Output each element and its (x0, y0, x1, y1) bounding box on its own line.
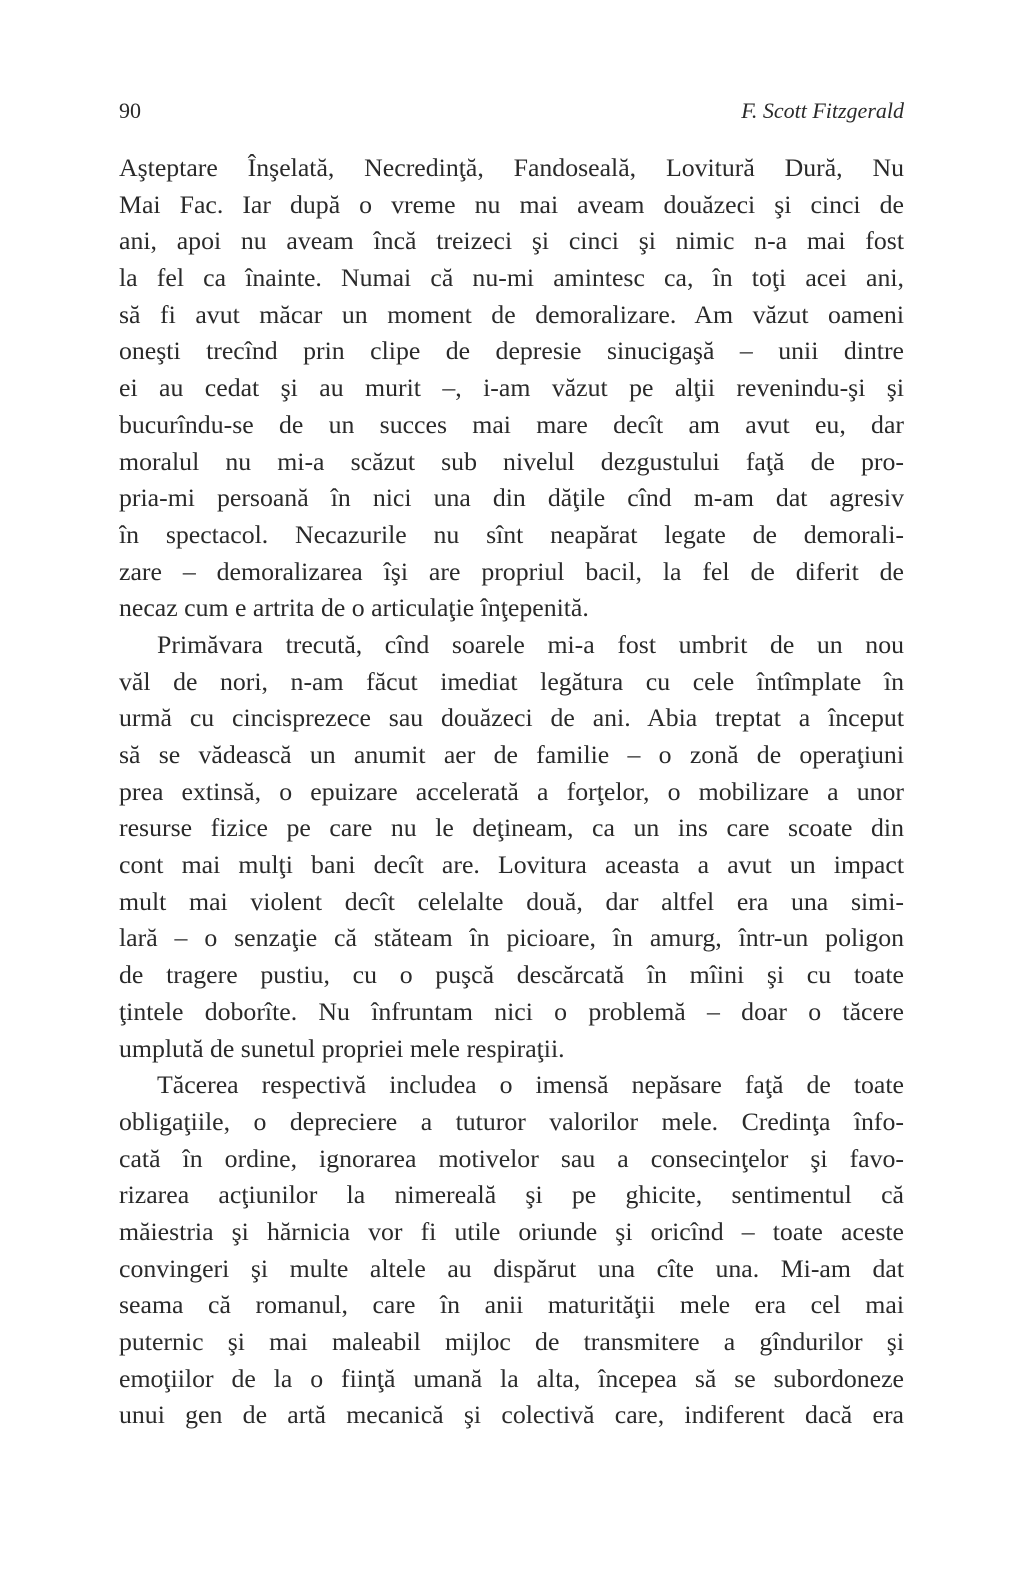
book-page (119, 0, 904, 1575)
text-line: zare – demoralizarea îşi are propriul bacil, la fel de diferit de (119, 556, 904, 586)
text-line: necaz cum e artrita de o articulaţie înţepenită. (119, 593, 589, 623)
text-line: emoţiilor de la o fiinţă umană la alta, începea să se subordoneze (119, 1363, 904, 1393)
running-header (119, 96, 904, 126)
paragraph-1 (119, 150, 904, 627)
paragraph-2 (119, 627, 904, 1067)
text-line: puternic şi mai maleabil mijloc de transmitere a gîndurilor şi (119, 1327, 904, 1356)
text-line: moralul nu mi-a scăzut sub nivelul dezgustului faţă de pro- (119, 446, 904, 476)
text-line: seama că romanul, care în anii maturităţii mele era cel mai (119, 1290, 904, 1320)
text-line: resurse fizice pe care nu le deţineam, ca un ins care scoate din (119, 813, 904, 843)
text-line: convingeri şi multe altele au dispărut una cîte una. Mi-am dat (119, 1253, 904, 1283)
paragraph-3 (119, 1067, 904, 1434)
text-line: urmă cu cincisprezece sau douăzeci de ani. Abia treptat a început (119, 703, 904, 733)
text-line: ei au cedat şi au murit –, i-am văzut pe alţii revenindu-şi şi (119, 373, 904, 403)
text-line: cată în ordine, ignorarea motivelor sau a consecinţelor şi favo- (119, 1143, 904, 1173)
text-line: măiestria şi hărnicia vor fi utile oriunde şi oricînd – toate aceste (119, 1216, 904, 1246)
text-line: să fi avut măcar un moment de demoralizare. Am văzut oameni (119, 299, 904, 329)
text-line: în spectacol. Necazurile nu sînt neapărat legate de demorali- (119, 519, 904, 549)
text-line: oneşti trecînd prin clipe de depresie sinucigaşă – unii dintre (119, 336, 904, 366)
text-line: umplută de sunetul propriei mele respiraţii. (119, 1033, 565, 1063)
text-line: unui gen de artă mecanică şi colectivă care, indiferent dacă era (119, 1400, 904, 1430)
text-line: Aşteptare Înşelată, Necredinţă, Fandoseală, Lovitură Dură, Nu (119, 153, 904, 182)
text-line: pria-mi persoană în nici una din dăţile cînd m-am dat agresiv (119, 483, 904, 513)
page-number: 90 (119, 98, 141, 123)
text-line: văl de nori, n-am făcut imediat legătura cu cele întîmplate în (119, 666, 904, 696)
text-line: bucurîndu-se de un succes mai mare decît am avut eu, dar (119, 409, 904, 439)
text-line: ţintele doborîte. Nu înfruntam nici o problemă – doar o tăcere (119, 996, 904, 1026)
text-line: Mai Fac. Iar după o vreme nu mai aveam douăzeci şi cinci de (119, 189, 904, 219)
text-line: lară – o senzaţie că stăteam în picioare, în amurg, într-un poligon (119, 923, 904, 953)
text-line: mult mai violent decît celelalte două, dar altfel era una simi- (119, 886, 904, 916)
text-line: de tragere pustiu, cu o puşcă descărcată în mîini şi cu toate (119, 960, 904, 990)
text-line: cont mai mulţi bani decît are. Lovitura aceasta a avut un impact (119, 850, 904, 880)
text-line: Primăvara trecută, cînd soarele mi-a fost umbrit de un nou (157, 629, 904, 659)
text-line: rizarea acţiunilor la nimereală şi pe ghicite, sentimentul că (119, 1180, 904, 1210)
text-line: obligaţiile, o depreciere a tuturor valorilor mele. Credinţa înfo- (119, 1106, 904, 1136)
text-line: prea extinsă, o epuizare accelerată a forţelor, o mobilizare a unor (119, 776, 904, 806)
body-text (119, 150, 904, 1434)
text-line: la fel ca înainte. Numai că nu-mi amintesc ca, în toţi acei ani, (119, 263, 904, 293)
text-line: Tăcerea respectivă includea o imensă nepăsare faţă de toate (157, 1070, 904, 1100)
text-line: ani, apoi nu aveam încă treizeci şi cinci şi nimic n-a mai fost (119, 226, 904, 256)
running-title: F. Scott Fitzgerald (741, 98, 904, 123)
text-line: să se vădească un anumit aer de familie – o zonă de operaţiuni (119, 740, 904, 769)
